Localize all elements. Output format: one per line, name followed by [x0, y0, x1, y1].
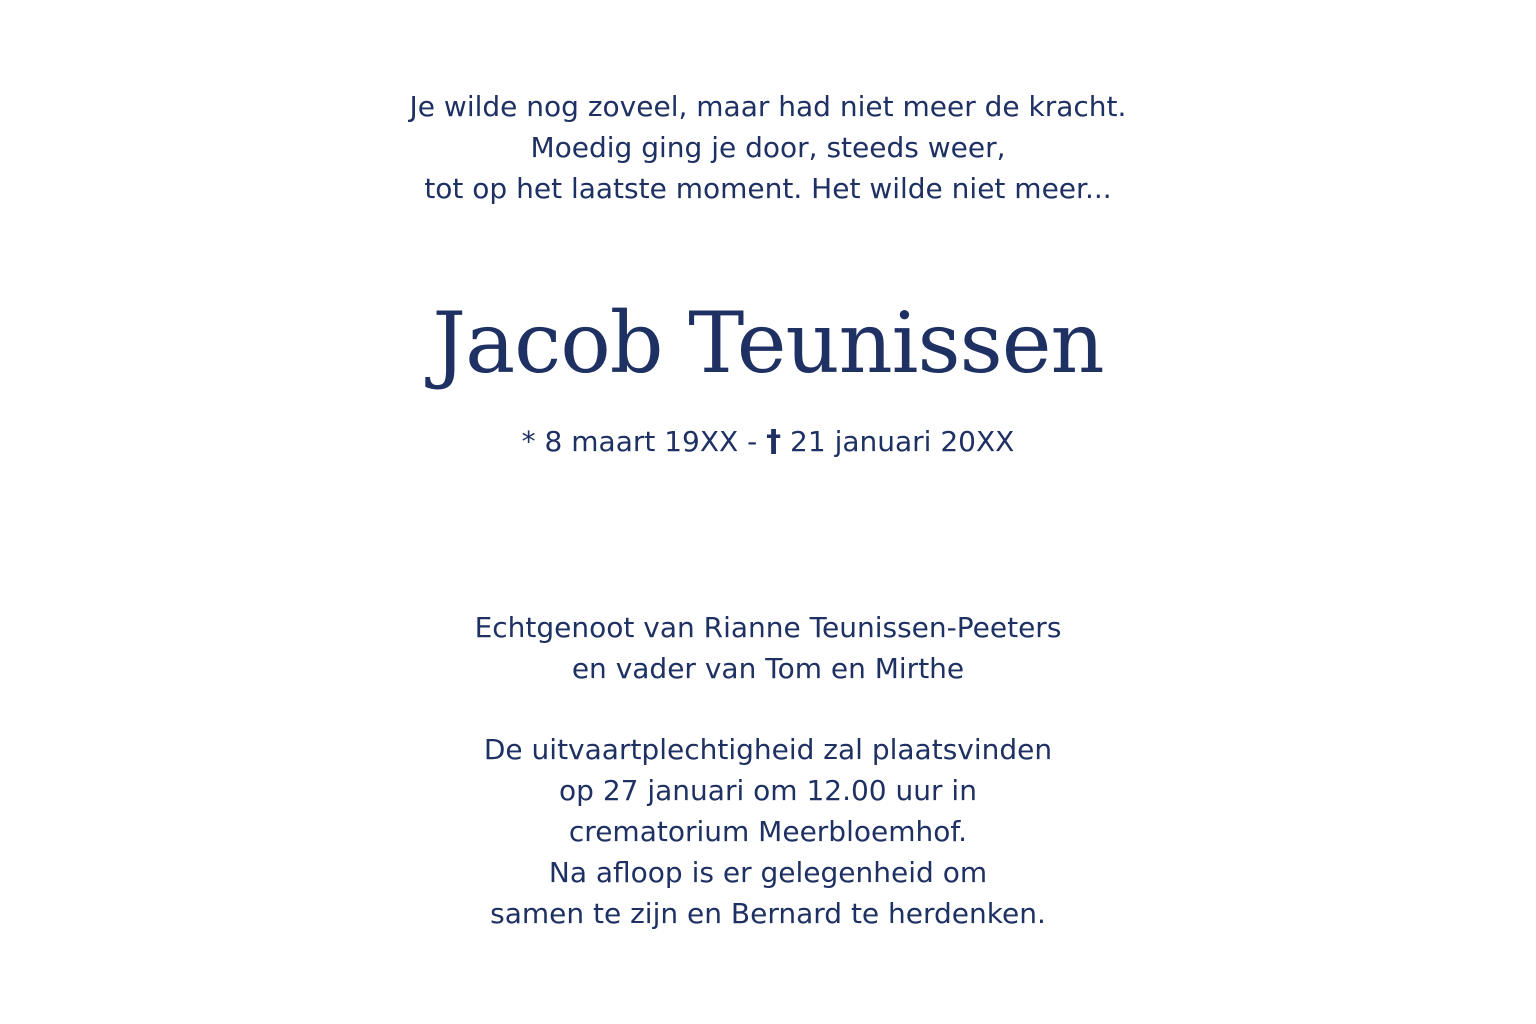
poem-line: Moedig ging je door, steeds weer,: [530, 131, 1006, 164]
ceremony-line: op 27 januari om 12.00 uur in: [559, 774, 977, 807]
ceremony-line: De uitvaartplechtigheid zal plaatsvinden: [483, 733, 1053, 766]
family-line: en vader van Tom en Mirthe: [571, 652, 965, 685]
life-dates: [0, 422, 1536, 462]
family-info: [0, 607, 1536, 689]
cross-icon: †: [766, 424, 782, 459]
poem-line: Je wilde nog zoveel, maar had niet meer de kracht.: [409, 90, 1127, 123]
death-date: 21 januari 20XX: [790, 425, 1015, 458]
ceremony-line: Na afloop is er gelegenheid om: [548, 856, 988, 889]
family-line: Echtgenoot van Rianne Teunissen-Peeters: [474, 611, 1062, 644]
birth-date: * 8 maart 19XX -: [521, 425, 758, 458]
deceased-name: Jacob Teunissen: [432, 294, 1104, 392]
poem: [0, 86, 1536, 209]
ceremony-info: [0, 729, 1536, 934]
poem-line: tot op het laatste moment. Het wilde niet meer...: [424, 172, 1112, 205]
ceremony-line: crematorium Meerbloemhof.: [568, 815, 968, 848]
ceremony-line: samen te zijn en Bernard te herdenken.: [490, 897, 1046, 930]
